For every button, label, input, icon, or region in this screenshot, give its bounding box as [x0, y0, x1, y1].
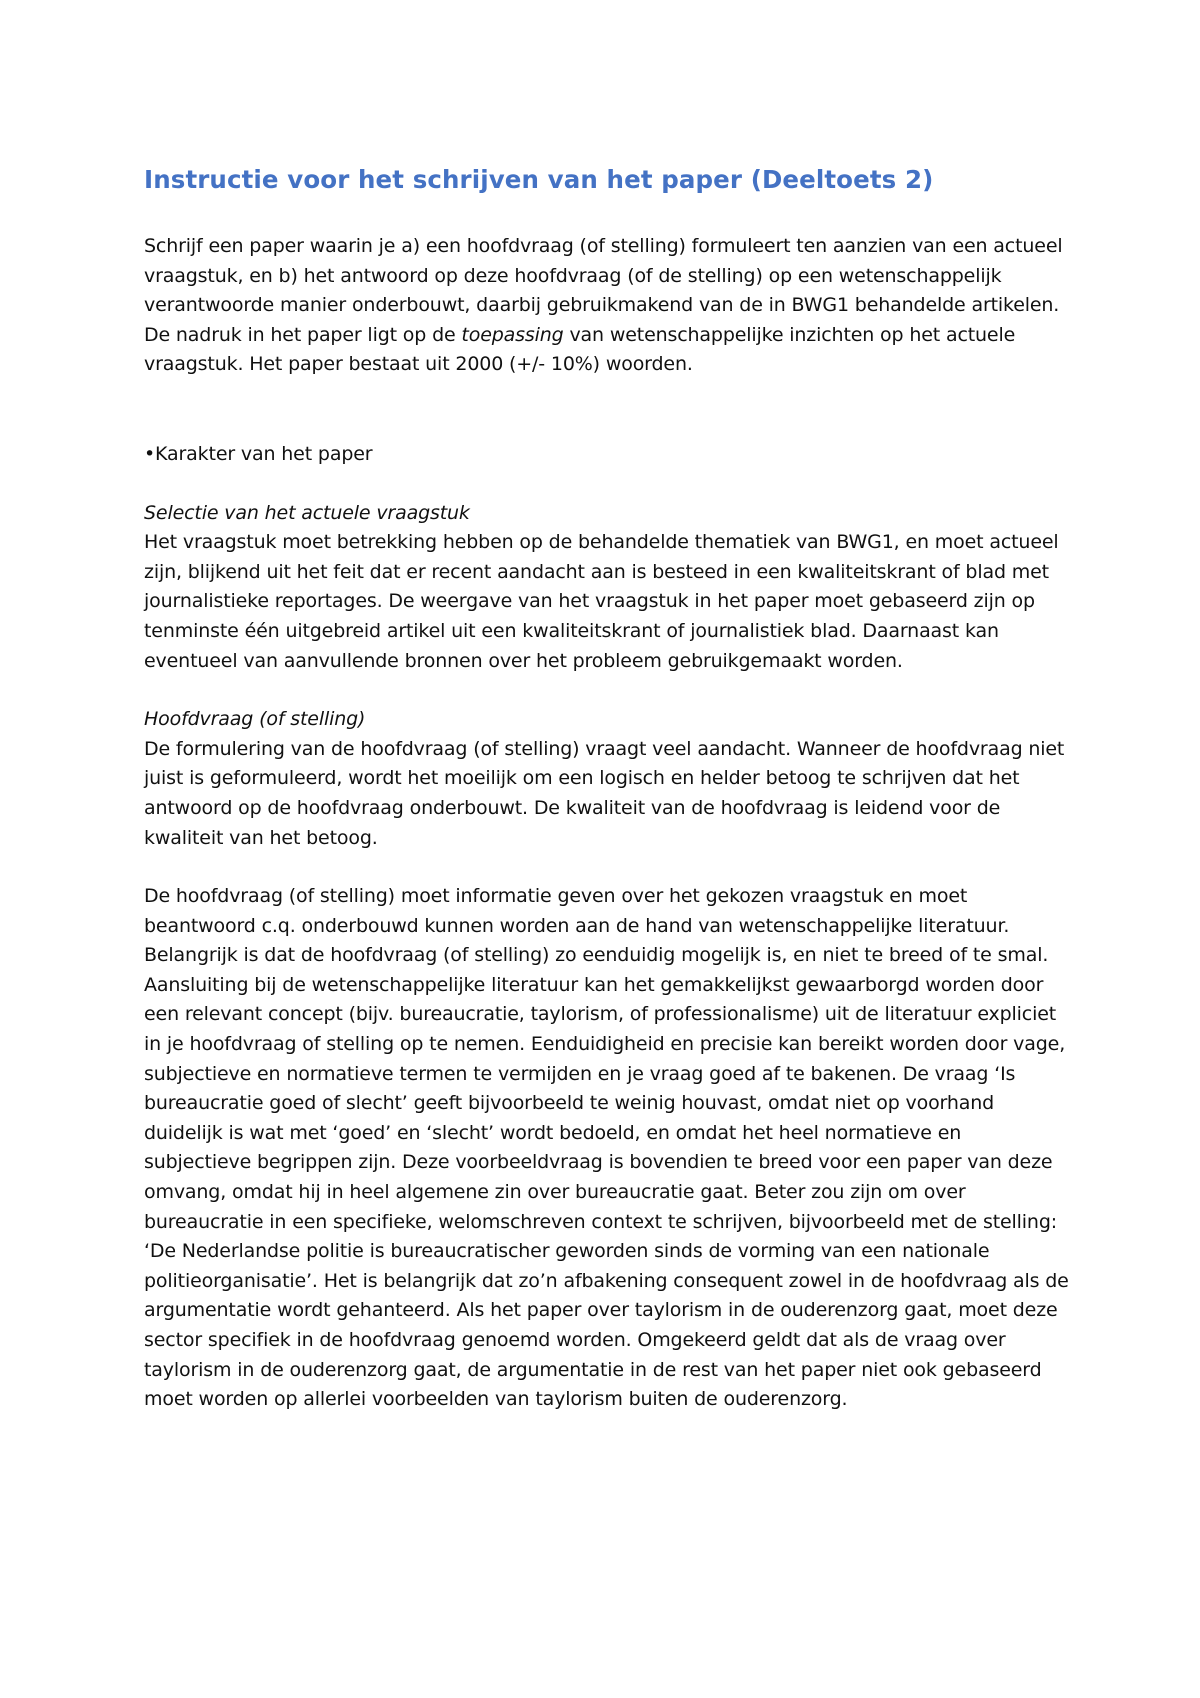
section-paragraph: Het vraagstuk moet betrekking hebben op de behandelde thematiek van BWG1, en moet actueel zijn, blijkend uit het feit dat er recent aandacht aan is besteed in een kwaliteitskrant of blad met journalistieke reportages. De weergave van het vraagstuk in het paper moet gebaseerd zijn op tenminste één uitgebreid artikel uit een kwaliteitskrant of journalistiek blad. Daarnaast kan eventueel van aanvullende bronnen over het probleem gebruikgemaakt worden.: [144, 531, 1059, 672]
intro-paragraph: [144, 232, 1074, 380]
bullet-heading: •Karakter van het paper: [144, 442, 373, 465]
section-paragraph: De hoofdvraag (of stelling) moet informatie geven over het gekozen vraagstuk en moet beantwoord c.q. onderbouwd kunnen worden aan de hand van wetenschappelijke literatuur. Belangrijk is dat de hoofdvraag (of stelling) zo eenduidig mogelijk is, en niet te breed of te smal. Aansluiting bij de wetenschappelijke literatuur kan het gemakkelijkst gewaarborgd worden door een relevant concept (bijv. bureaucratie, taylorism, of professionalisme) uit de literatuur expliciet in je hoofdvraag of stelling op te nemen. Eenduidigheid en precisie kan bereikt worden door vage, subjectieve en normatieve termen te vermijden en je vraag goed af te bakenen. De vraag ‘Is bureaucratie goed of slecht’ geeft bijvoorbeeld te weinig houvast, omdat niet op voorhand duidelijk is wat met ‘goed’ en ‘slecht’ wordt bedoeld, en omdat het heel normatieve en subjectieve begrippen zijn. Deze voorbeeldvraag is bovendien te breed voor een paper van deze omvang, omdat hij in heel algemene zin over bureaucratie gaat. Beter zou zijn om over bureaucratie in een specifieke, welomschreven context te schrijven, bijvoorbeeld met de stelling: ‘De Nederlandse politie is bureaucratischer geworden sinds de vorming van een nationale politieorganisatie’. Het is belangrijk dat zo’n afbakening consequent zowel in de hoofdvraag als de argumentatie wordt gehanteerd. Als het paper over taylorism in de ouderenzorg gaat, moet deze sector specifiek in de hoofdvraag genoemd worden. Omgekeerd geldt dat als de vraag over taylorism in de ouderenzorg gaat, de argumentatie in de rest van het paper niet ook gebaseerd moet worden op allerlei voorbeelden van taylorism buiten de ouderenzorg.: [144, 885, 1069, 1411]
section-paragraph: De formulering van de hoofdvraag (of stelling) vraagt veel aandacht. Wanneer de hoofdvraag niet juist is geformuleerd, wordt het moeilijk om een logisch en helder betoog te schrijven dat het antwoord op de hoofdvraag onderbouwt. De kwaliteit van de hoofdvraag is leidend voor de kwaliteit van het betoog.: [144, 737, 1065, 849]
document-page: [144, 160, 1074, 1415]
page-title: Instructie voor het schrijven van het paper (Deeltoets 2): [144, 165, 934, 194]
section-heading-hoofdvraag: Hoofdvraag (of stelling): [144, 708, 366, 731]
intro-emphasis: toepassing: [461, 323, 564, 346]
section-heading-selectie: Selectie van het actuele vraagstuk: [144, 501, 470, 524]
intro-text-start: Schrijf een paper waarin je a) een hoofdvraag (of stelling) formuleert ten aanzien van een actueel vraagstuk, en b) het antwoord op deze hoofdvraag (of de stelling) op een wetenschappelijk verantwoorde manier onderbouwt, daarbij gebruikmakend van de in BWG1 behandelde artikelen. De nadruk in het paper ligt op de: [144, 235, 1063, 346]
intro-text-end: van wetenschappelijke inzichten op het actuele vraagstuk. Het paper bestaat uit 2000 (+/- 10%) woorden.: [144, 323, 1016, 376]
